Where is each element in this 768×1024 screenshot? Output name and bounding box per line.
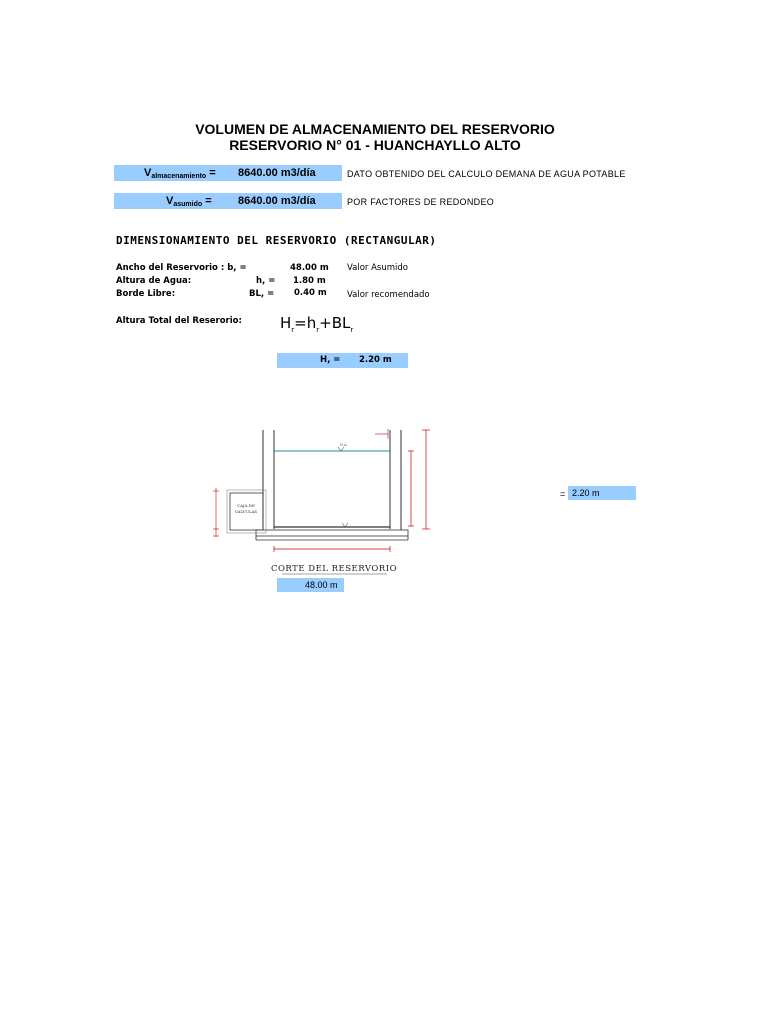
param-ancho-value[interactable]: 48.00 m [290, 263, 329, 273]
bottom-value[interactable]: 48.00 m [305, 580, 338, 590]
param-borde-value[interactable]: 0.40 m [294, 288, 327, 298]
param-altura-symbol: h, = [256, 276, 276, 286]
title-line-2: RESERVORIO N° 01 - HUANCHAYLLO ALTO [229, 137, 521, 153]
drawing-caption: CORTE DEL RESERVORIO [270, 564, 398, 574]
svg-text:N.A.: N.A. [340, 443, 348, 447]
hr-result-label: H, = [320, 355, 341, 365]
v-almacenamiento-value[interactable]: 8640.00 m3/día [238, 167, 316, 179]
valve-box-label-1: CAJA DE [237, 503, 255, 508]
v-asumido-note: POR FACTORES DE REDONDEO [347, 197, 495, 207]
param-altura-value[interactable]: 1.80 m [293, 276, 326, 286]
hr-result-value[interactable]: 2.20 m [359, 355, 392, 365]
v-asumido-label: $V_{asumido}$ = [166, 195, 212, 208]
valve-box-label-2: VALVULAS [234, 509, 258, 514]
section-title: DIMENSIONAMIENTO DEL RESERVORIO (RECTANGULAR) [116, 234, 437, 247]
param-borde-symbol: BL, = [249, 289, 275, 299]
param-borde-remark: Valor recomendado [347, 290, 430, 300]
altura-total-label: Altura Total del Reserorio: [116, 316, 242, 326]
title-line-1: VOLUMEN DE ALMACENAMIENTO DEL RESERVORIO [195, 121, 555, 137]
reservoir-section-drawing [200, 425, 440, 580]
v-almacenamiento-note: DATO OBTENIDO DEL CALCULO DEMANA DE AGUA POTABLE [347, 169, 626, 179]
side-value[interactable]: 2.20 m [572, 488, 600, 498]
v-almacenamiento-label: $V_{almacenamiento}$ = [144, 167, 216, 180]
param-ancho-label: Ancho del Reservorio : b, = [116, 263, 247, 273]
v-asumido-value[interactable]: 8640.00 m3/día [238, 195, 316, 207]
param-borde-label: Borde Libre: [116, 289, 176, 299]
param-ancho-remark: Valor Asumido [347, 263, 408, 273]
side-equals: = [560, 489, 566, 499]
altura-total-formula: $H_r=h_r+BL_r$ [280, 314, 354, 334]
param-altura-label: Altura de Agua: [116, 276, 192, 286]
